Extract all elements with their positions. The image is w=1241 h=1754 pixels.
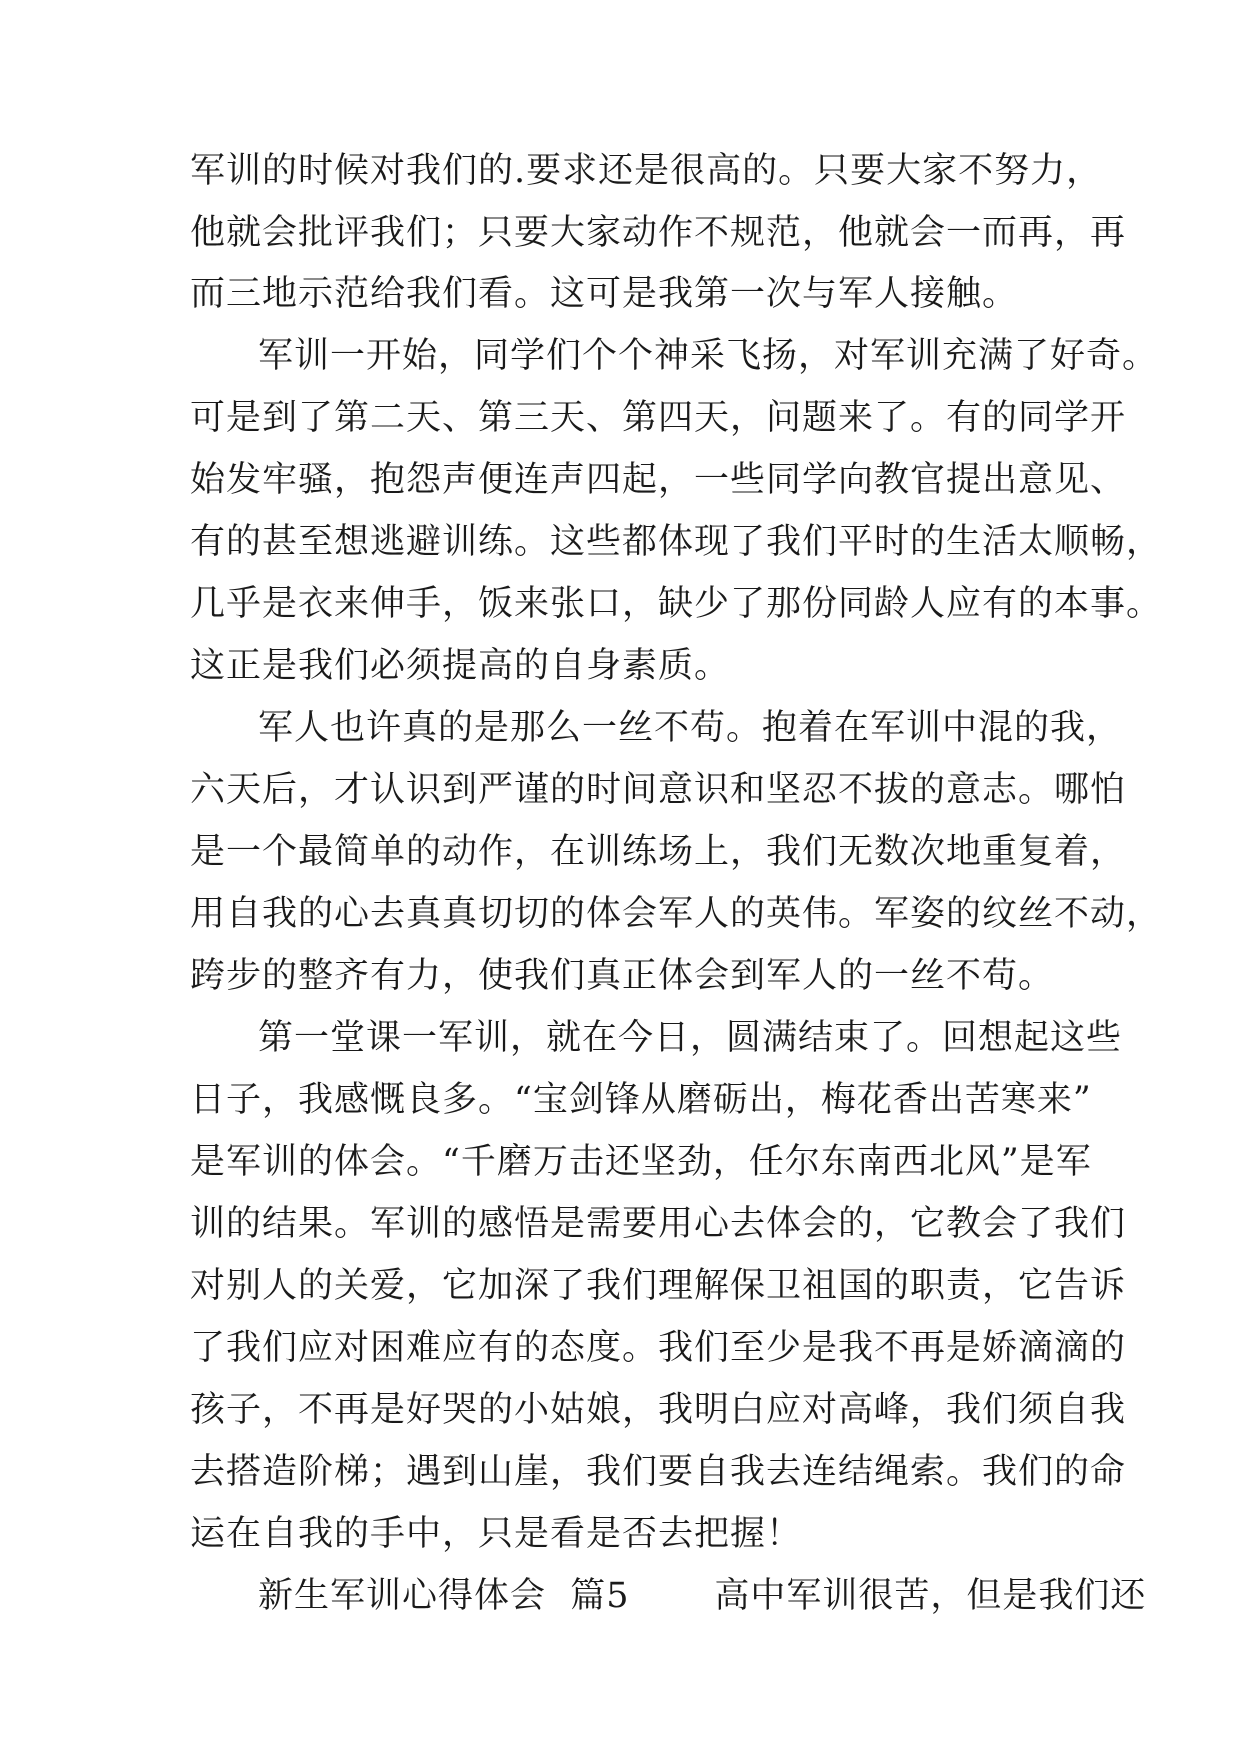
section-heading-line: 新生军训心得体会 篇5 高中军训很苦，但是我们还 xyxy=(258,1576,1147,1616)
text-line: 军训的时候对我们的.要求还是很高的。只要大家不努力， xyxy=(190,151,1103,191)
text-line: 始发牢骚，抱怨声便连声四起，一些同学向教官提出意见、 xyxy=(190,460,1127,500)
text-line: 有的甚至想逃避训练。这些都体现了我们平时的生活太顺畅， xyxy=(190,522,1163,562)
text-line: 是军训的体会。“千磨万击还坚劲，任尔东南西北风”是军 xyxy=(190,1142,1092,1182)
paragraph-start-line: 军人也许真的是那么一丝不苟。抱着在军训中混的我， xyxy=(258,708,1123,748)
text-line: 用自我的心去真真切切的体会军人的英伟。军姿的纹丝不动， xyxy=(190,894,1163,934)
text-line: 了我们应对困难应有的态度。我们至少是我不再是娇滴滴的 xyxy=(190,1328,1127,1368)
text-line: 跨步的整齐有力，使我们真正体会到军人的一丝不苟。 xyxy=(190,956,1055,996)
text-line: 而三地示范给我们看。这可是我第一次与军人接触。 xyxy=(190,274,1019,314)
text-line: 对别人的关爱，它加深了我们理解保卫祖国的职责，它告诉 xyxy=(190,1266,1127,1306)
text-line: 训的结果。军训的感悟是需要用心去体会的，它教会了我们 xyxy=(190,1204,1127,1244)
text-line: 日子，我感慨良多。“宝剑锋从磨砺出，梅花香出苦寒来” xyxy=(190,1080,1092,1120)
text-line: 孩子，不再是好哭的小姑娘，我明白应对高峰，我们须自我 xyxy=(190,1390,1127,1430)
text-line: 可是到了第二天、第三天、第四天，问题来了。有的同学开 xyxy=(190,398,1127,438)
paragraph-start-line: 第一堂课一军训，就在今日，圆满结束了。回想起这些 xyxy=(258,1018,1123,1058)
text-line: 去搭造阶梯；遇到山崖，我们要自我去连结绳索。我们的命 xyxy=(190,1452,1127,1492)
text-line: 是一个最简单的动作，在训练场上，我们无数次地重复着， xyxy=(190,832,1127,872)
text-line: 他就会批评我们；只要大家动作不规范，他就会一而再，再 xyxy=(190,213,1127,253)
text-line: 六天后，才认识到严谨的时间意识和坚忍不拔的意志。哪怕 xyxy=(190,770,1127,810)
text-line: 运在自我的手中，只是看是否去把握！ xyxy=(190,1514,803,1554)
text-line: 几乎是衣来伸手，饭来张口，缺少了那份同龄人应有的本事。 xyxy=(190,584,1163,624)
paragraph-start-line: 军训一开始，同学们个个神采飞扬，对军训充满了好奇。 xyxy=(258,336,1159,376)
text-line: 这正是我们必须提高的自身素质。 xyxy=(190,646,731,686)
